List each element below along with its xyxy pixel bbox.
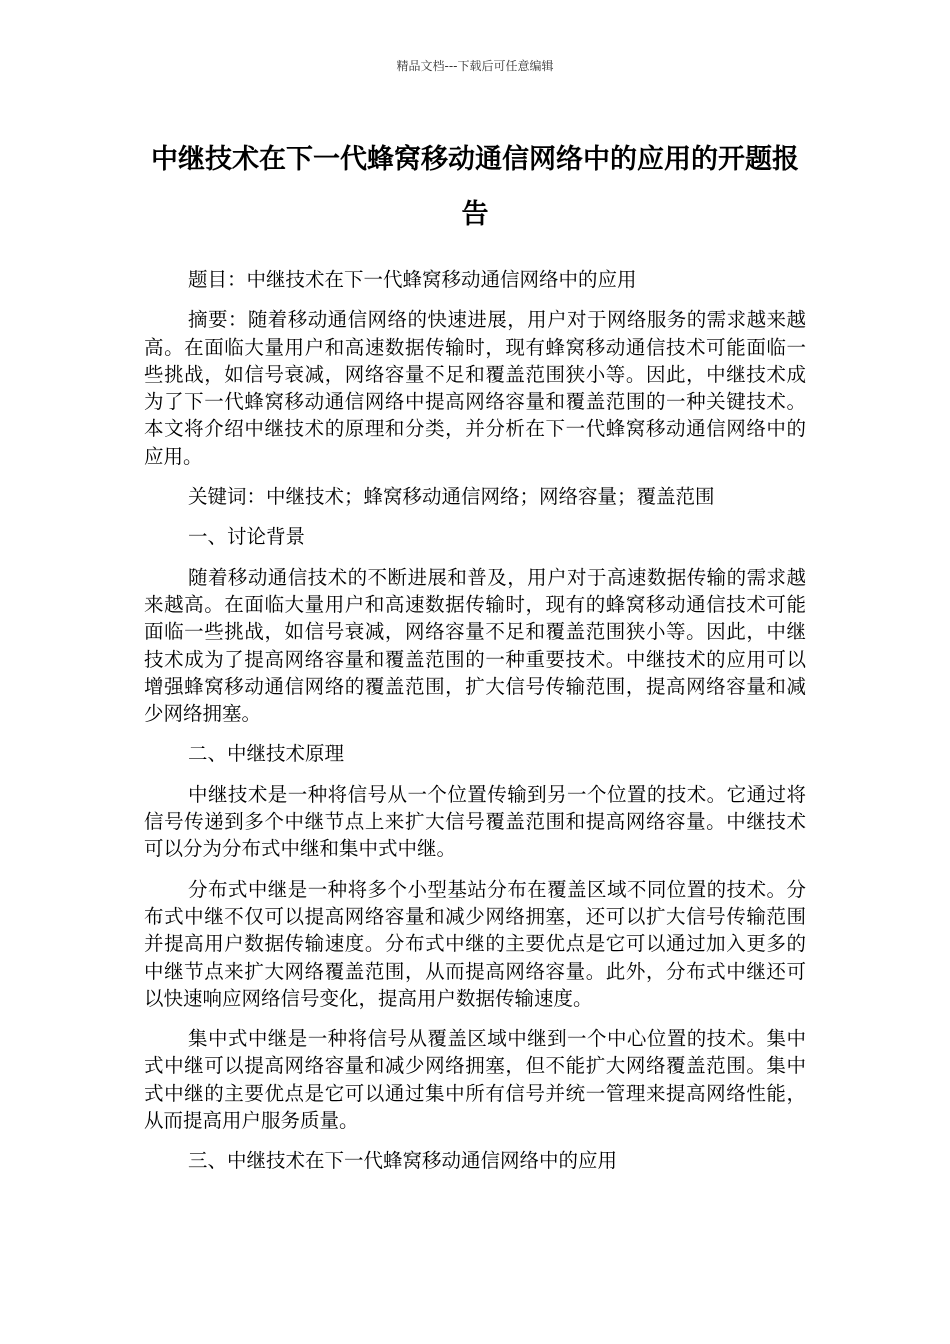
centralized-relay-paragraph: 集中式中继是一种将信号从覆盖区域中继到一个中心位置的技术。集中式中继可以提高网络容量和减少网络拥塞，但不能扩大网络覆盖范围。集中式中继的主要优点是它可以通过集中所有信号并统一管理来提高网络性能，从而提高用户服务质量。 [144, 1027, 806, 1133]
section-heading-application: 三、中继技术在下一代蜂窝移动通信网络中的应用 [188, 1149, 618, 1173]
document-title: 中继技术在下一代蜂窝移动通信网络中的应用的开题报告 [151, 144, 799, 230]
keywords-line: 关键词：中继技术；蜂窝移动通信网络；网络容量；覆盖范围 [188, 485, 715, 509]
section-heading-principle: 二、中继技术原理 [188, 742, 345, 766]
topic-line: 题目：中继技术在下一代蜂窝移动通信网络中的应用 [188, 268, 637, 291]
background-paragraph: 随着移动通信技术的不断进展和普及，用户对于高速数据传输的需求越来越高。在面临大量用户和高速数据传输时，现有的蜂窝移动通信技术可能面临一些挑战，如信号衰减，网络容量不足和覆盖范围狭小等。因此，中继技术成为了提高网络容量和覆盖范围的一种重要技术。中继技术的应用可以增强蜂窝移动通信网络的覆盖范围，扩大信号传输范围，提高网络容量和减少网络拥塞。 [144, 565, 806, 726]
principle-paragraph: 中继技术是一种将信号从一个位置传输到另一个位置的技术。它通过将信号传递到多个中继节点上来扩大信号覆盖范围和提高网络容量。中继技术可以分为分布式中继和集中式中继。 [144, 782, 806, 861]
header-note: 精品文档---下载后可任意编辑 [396, 59, 554, 73]
distributed-relay-paragraph: 分布式中继是一种将多个小型基站分布在覆盖区域不同位置的技术。分布式中继不仅可以提高网络容量和减少网络拥塞，还可以扩大信号传输范围并提高用户数据传输速度。分布式中继的主要优点是它可以通过加入更多的中继节点来扩大网络覆盖范围，从而提高网络容量。此外，分布式中继还可以快速响应网络信号变化，提高用户数据传输速度。 [144, 877, 806, 1010]
document-body [144, 266, 806, 1188]
section-heading-background: 一、讨论背景 [188, 525, 306, 549]
abstract-paragraph: 摘要：随着移动通信网络的快速进展，用户对于网络服务的需求越来越高。在面临大量用户和高速数据传输时，现有蜂窝移动通信技术可能面临一些挑战，如信号衰减，网络容量不足和覆盖范围狭小等。因此，中继技术成为了下一代蜂窝移动通信网络中提高网络容量和覆盖范围的一种关键技术。本文将介绍中继技术的原理和分类，并分析在下一代蜂窝移动通信网络中的应用。 [144, 308, 806, 468]
